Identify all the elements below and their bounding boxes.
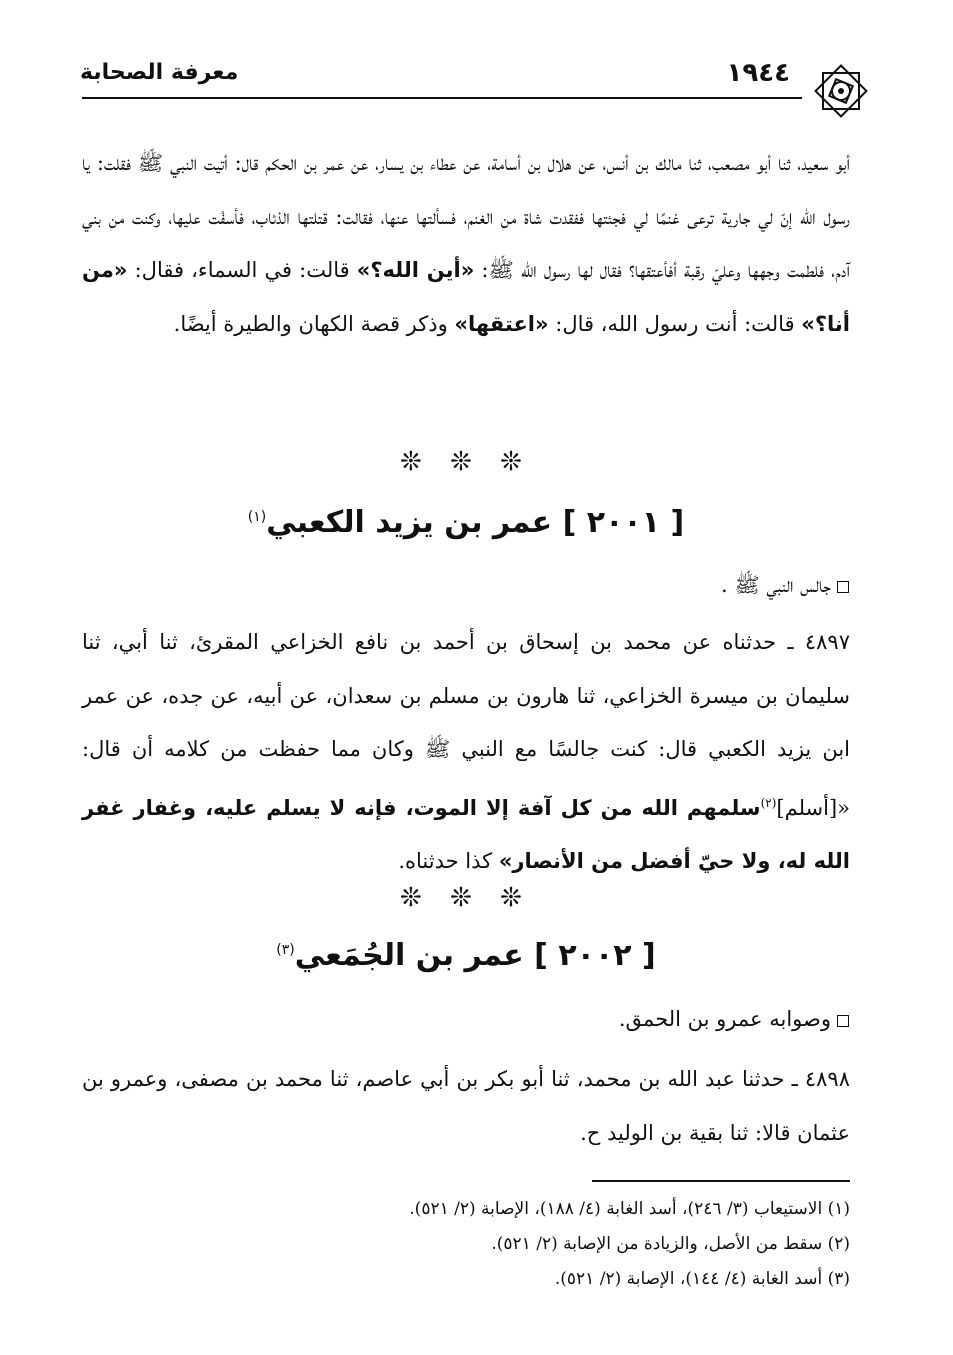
page-number: ١٩٤٤ (726, 58, 790, 88)
bold-quote-text: «أين الله؟» (356, 258, 475, 282)
text-run: ٤٨٩٨ ـ حدثنا عبد الله بن محمد، ثنا أبو بكر بن أبي عاصم، ثنا محمد بن مصفى، وعمرو بن عثمان قالا: ثنا بقية بن الوليد ح. (82, 1067, 850, 1145)
bold-quote-text: سلمهم الله من كل آفة إلا الموت، فإنه لا يسلم عليه، وغفار غفر الله له، ولا حيّ أفضل من الأنصار» (82, 795, 850, 873)
footnote-3: (٣) أسد الغابة (٤/ ١٤٤)، الإصابة (٢/ ٥٢١). (554, 1269, 850, 1289)
text-run: (٢) (760, 795, 777, 810)
page-header (80, 50, 870, 102)
text-run: ٤٨٩٧ ـ حدثناه عن محمد بن إسحاق بن أحمد بن نافع الخزاعي المقرئ، ثنا أبي، ثنا سليمان بن ميسرة الخزاعي، ثنا هارون بن مسلم بن سعدان، عن أبيه، عن جده، عن عمر ابن يزيد الكعبي قال: كنت جالسًا مع النبي ﷺ وكان مما حفظت من كلامه أن قال: (82, 630, 850, 761)
paragraph-hadith-4898 (82, 1053, 850, 1160)
text-run: كذا حدثناه. (398, 849, 499, 873)
paragraph-hadith-4896-cont (82, 137, 850, 351)
entry-heading-2001 (82, 505, 850, 540)
footnote-rule (592, 1180, 850, 1182)
section-divider: ❊ ❊ ❊ (400, 883, 532, 913)
entry-note-2001: جالس النبي ﷺ . (721, 572, 849, 603)
section-divider: ❊ ❊ ❊ (400, 447, 532, 477)
octagram-ornament-icon (812, 62, 870, 120)
entry-heading-2002 (82, 938, 850, 973)
bold-quote-text: «من أنا؟» (82, 258, 850, 336)
footnote-1: (١) الاستيعاب (٣/ ٢٤٦)، أسد الغابة (٤/ ١٨٨)، الإصابة (٢/ ٥٢١). (409, 1199, 850, 1219)
text-run: أبو سعيد، ثنا أبو مصعب، ثنا مالك بن أنس، عن هلال بن أسامة، عن عطاء بن يسار، عن عمر بن الحكم قال: أتيت النبي ﷺ فقلت: يا رسول الله إنّ لي جارية ترعى غنمًا لي فجئتها ففقدت شاة من الغنم، فسألتها عنها، فقالت: قتلتها الذئاب، فأسفْت عليها، وكنت من بني آدم، فلطمت وجهها وعليّ رقبة أفأعتقها؟ فقال لها رسول الله ﷺ: (82, 151, 850, 282)
text-run: وذكر قصة الكهان والطيرة أيضًا. (173, 311, 455, 336)
entry-title: [ ٢٠٠٢ ] عمر بن الجُمَعي (294, 938, 656, 973)
footnotes (82, 1192, 850, 1297)
text-run: «[أسلم] (776, 795, 850, 820)
square-bullet-icon (837, 581, 849, 593)
text-run: قالت: في السماء، فقال: (127, 258, 357, 282)
paragraph-hadith-4897 (82, 616, 850, 889)
entry-note-2002: وصوابه عمرو بن الحمق. (619, 1007, 849, 1031)
text-run: قالت: أنت رسول الله، قال: (548, 311, 802, 336)
running-title: معرفة الصحابة (80, 60, 239, 85)
footnote-ref: (١) (247, 509, 267, 525)
square-bullet-icon (837, 1015, 849, 1027)
entry-title: [ ٢٠٠١ ] عمر بن يزيد الكعبي (266, 505, 685, 540)
bold-quote-text: «اعتقها» (454, 311, 549, 336)
footnote-ref: (٣) (276, 942, 295, 958)
header-rule (82, 97, 802, 99)
footnote-2: (٢) سقط من الأصل، والزيادة من الإصابة (٢/ ٥٢١). (491, 1234, 850, 1254)
